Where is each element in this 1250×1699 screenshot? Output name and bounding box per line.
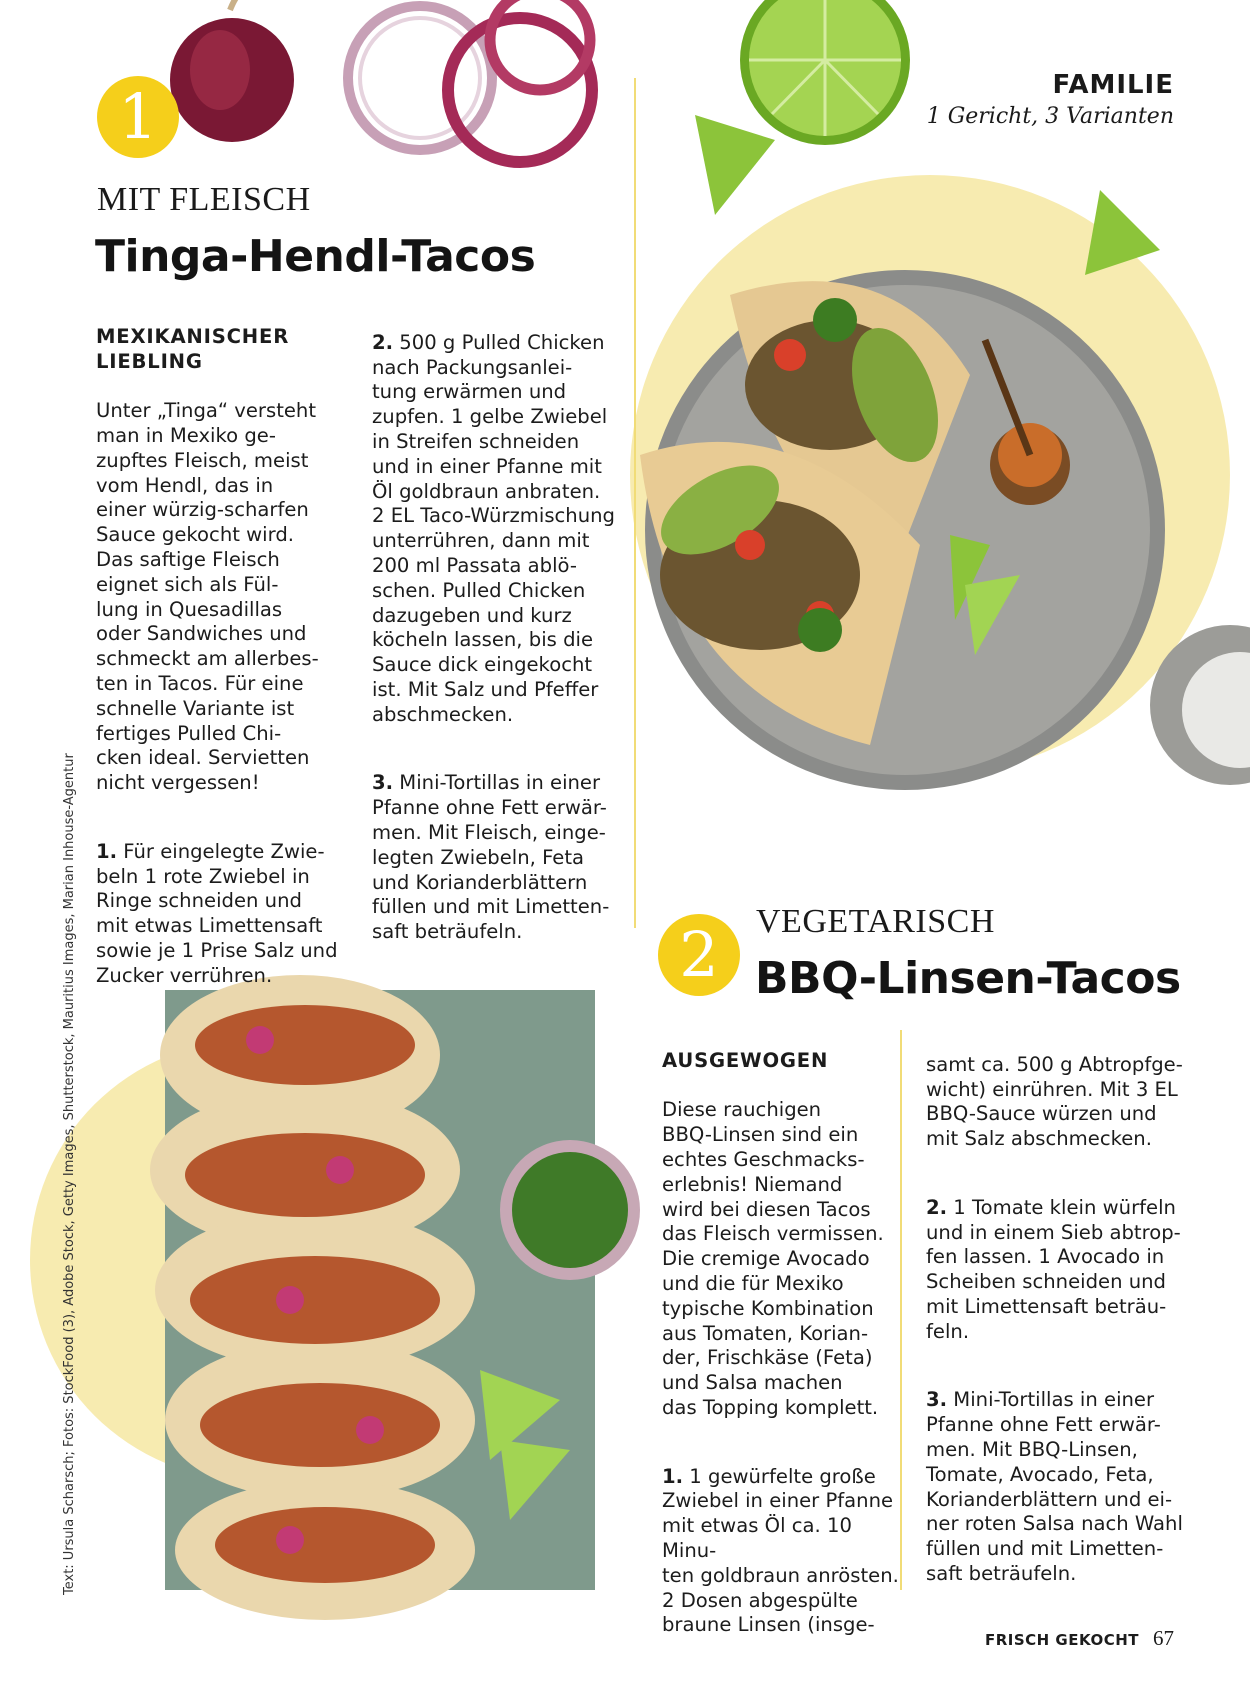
- photo-credits: Text: Ursula Scharsch; Fotos: StockFood (3), Adobe Stock, Getty Images, Shutterstock, Mauritius Images, Marian Inhouse-Agentur: [62, 753, 77, 1595]
- bbq-lentil-tacos-photo: [630, 225, 1250, 845]
- page-footer: [985, 1626, 1174, 1651]
- recipe1-intro: Unter „Tinga“ versteht man in Mexiko ge- zupftes Fleisch, meist vom Hendl, das in einer würzig-scharfen Sauce gekocht wird. Das saftige Fleisch eignet sich als Fül- lung in Quesadillas oder Sandwiches und schmeckt am allerbes- ten in Tacos. Für eine schnelle Variante ist fertiges Pulled Chi- cken ideal. Servietten nicht vergessen!: [96, 399, 319, 795]
- step-text: 1 Tomate klein würfeln und in einem Sieb abtrop- fen lassen. 1 Avocado in Scheiben schneiden und mit Limettensaft beträu- feln.: [926, 1195, 1181, 1343]
- recipe2-column-right: [926, 1028, 1186, 1631]
- step-number: 2.: [926, 1195, 948, 1219]
- recipe2-title: BBQ-Linsen-Tacos: [755, 953, 1181, 1004]
- recipe2-kicker: VEGETARISCH: [756, 903, 995, 940]
- recipe1-step-3: [372, 771, 632, 945]
- tinga-chicken-tacos-photo: [140, 960, 650, 1620]
- step-text: 500 g Pulled Chicken nach Packungsanlei- tung erwärmen und zupfen. 1 gelbe Zwiebel in Streifen schneiden und in einer Pfanne mit Öl goldbraun anbraten. 2 EL Taco-Würzmischung unterrühren, dann mit 200 ml Passata ablö- schen. Pulled Chicken dazugeben und kurz köcheln lassen, bis die Sauce dick eingekocht ist. Mit Salz und Pfeffer abschmecken.: [372, 330, 615, 726]
- step-number: 1.: [96, 839, 118, 863]
- step-number: 3.: [372, 771, 394, 795]
- page-number: 67: [1153, 1626, 1174, 1650]
- recipe2-intro: Diese rauchigen BBQ-Linsen sind ein echtes Geschmacks- erlebnis! Niemand wird bei diesen Tacos das Fleisch vermissen. Die cremige Avocado und die für Mexiko typische Kombination aus Tomaten, Korian- der, Frischkäse (Feta) und Salsa machen das Topping komplett.: [662, 1098, 884, 1419]
- recipe2-step-1-continued: samt ca. 500 g Abtropfge- wicht) einrühren. Mit 3 EL BBQ-Sauce würzen und mit Salz abschmecken.: [926, 1052, 1183, 1151]
- recipe1-step-2: [372, 331, 632, 728]
- recipe1-kicker: MIT FLEISCH: [97, 181, 311, 218]
- section-subtitle: 1 Gericht, 3 Varianten: [926, 104, 1174, 129]
- recipe2-step-2: [926, 1196, 1186, 1345]
- recipe1-step-1: [96, 840, 356, 989]
- step-text: Mini-Tortillas in einer Pfanne ohne Fett erwär- men. Mit BBQ-Linsen, Tomate, Avocado, Feta, Korianderblättern und ei- ner roten Salsa nach Wahl füllen und mit Limetten- saft beträufeln.: [926, 1388, 1183, 1585]
- recipe-number-badge-2: 2: [658, 914, 740, 996]
- recipe1-title: Tinga-Hendl-Tacos: [95, 231, 536, 282]
- recipe1-column-right: [372, 306, 632, 989]
- step-text: Für eingelegte Zwie- beln 1 rote Zwiebel in Ringe schneiden und mit etwas Limettensaft sowie je 1 Prise Salz und Zucker verrühren.: [96, 839, 338, 987]
- step-number: 2.: [372, 330, 394, 354]
- footer-section: FRISCH GEKOCHT: [984, 1631, 1139, 1649]
- recipe2-step-1: [662, 1465, 902, 1639]
- red-onion-photo: [160, 0, 600, 175]
- recipe1-column-left: [96, 300, 356, 1032]
- step-number: 3.: [926, 1388, 948, 1412]
- magazine-section: FAMILIE: [1052, 70, 1174, 100]
- step-text: 1 gewürfelte große Zwiebel in einer Pfanne mit etwas Öl ca. 10 Minu- ten goldbraun anrösten. 2 Dosen abgespülte braune Linsen (insge-: [662, 1464, 899, 1637]
- running-head: [927, 70, 1174, 129]
- recipe-number-badge-1: 1: [97, 76, 179, 158]
- step-number: 1.: [662, 1464, 684, 1488]
- recipe2-subheading: AUSGEWOGEN: [662, 1048, 829, 1072]
- recipe2-step-3: [926, 1388, 1186, 1586]
- column-divider-top: [634, 78, 636, 928]
- recipe1-subheading: MEXIKANISCHER LIEBLING: [96, 324, 290, 373]
- recipe2-column-left: [662, 1024, 902, 1682]
- step-text: Mini-Tortillas in einer Pfanne ohne Fett erwär- men. Mit Fleisch, einge- legten Zwiebeln, Feta und Korianderblättern füllen und mit Limetten- saft beträufeln.: [372, 771, 610, 944]
